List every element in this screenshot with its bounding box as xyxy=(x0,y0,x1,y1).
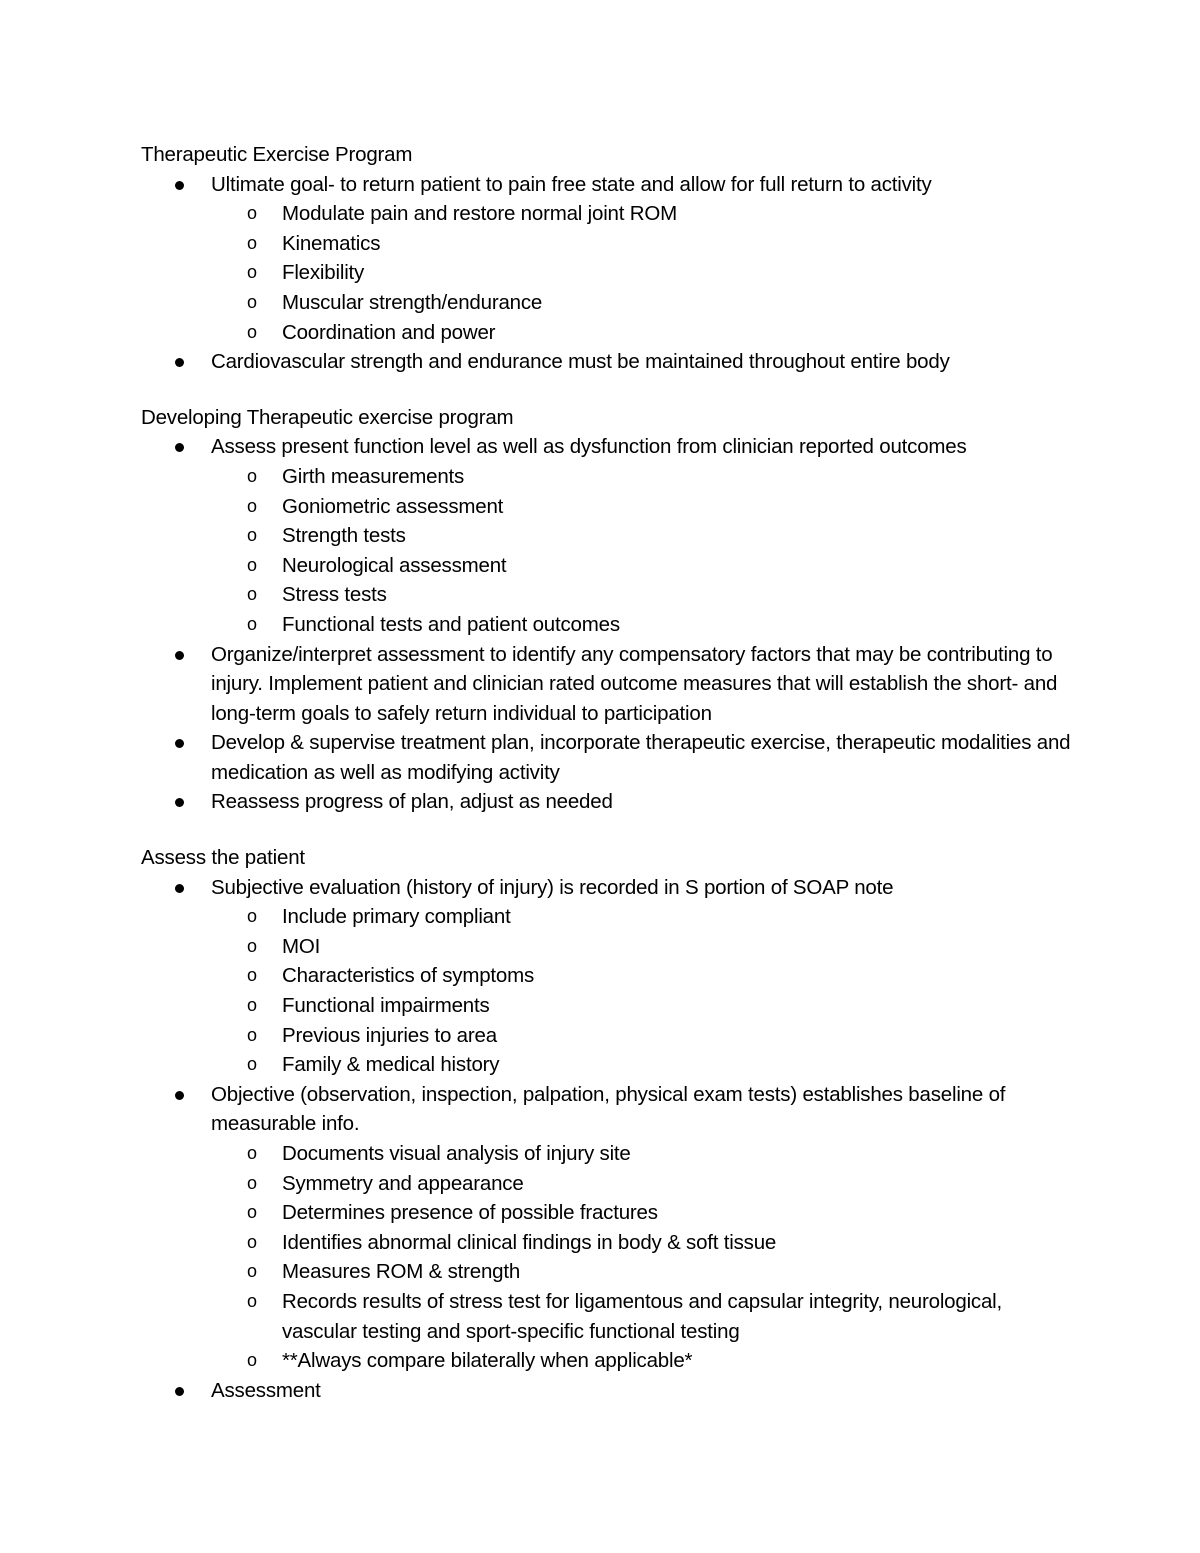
list-item-text: Reassess progress of plan, adjust as needed xyxy=(211,790,613,814)
sub-list-item xyxy=(141,1198,1071,1228)
sub-list-item-text: Records results of stress test for ligamentous and capsular integrity, neurological, vascular testing and sport-specific functional testing xyxy=(282,1289,1003,1343)
circle-bullet-icon: o xyxy=(247,584,257,605)
list-item xyxy=(141,787,1071,817)
circle-bullet-icon: o xyxy=(247,495,257,516)
sub-list-item xyxy=(141,1139,1071,1169)
sub-list-item xyxy=(141,492,1071,522)
circle-bullet-icon: o xyxy=(247,1290,257,1311)
bullet-icon xyxy=(175,884,184,893)
sub-list-item-text: Previous injuries to area xyxy=(282,1023,497,1047)
list-item xyxy=(141,432,1071,639)
circle-bullet-icon: o xyxy=(247,1054,257,1075)
circle-bullet-icon: o xyxy=(247,1172,257,1193)
sub-list xyxy=(141,462,1071,640)
list-item xyxy=(141,640,1071,729)
sub-list-item-text: MOI xyxy=(282,934,321,958)
list-item xyxy=(141,728,1071,787)
section-developing-program xyxy=(141,403,1071,817)
circle-bullet-icon: o xyxy=(247,1024,257,1045)
list-item-text: Assessment xyxy=(211,1378,321,1402)
sub-list-item xyxy=(141,551,1071,581)
circle-bullet-icon: o xyxy=(247,465,257,486)
section-heading: Developing Therapeutic exercise program xyxy=(141,405,514,429)
sub-list-item-text: Symmetry and appearance xyxy=(282,1171,524,1195)
sub-list-item-text: Family & medical history xyxy=(282,1053,500,1077)
bullet-icon xyxy=(175,798,184,807)
sub-list-item xyxy=(141,288,1071,318)
sub-list-item-text: Flexibility xyxy=(282,261,365,285)
sub-list-item xyxy=(141,1346,1071,1376)
sub-list xyxy=(141,199,1071,347)
bullet-icon xyxy=(175,1091,184,1100)
bullet-icon xyxy=(175,1387,184,1396)
sub-list-item-text: Documents visual analysis of injury site xyxy=(282,1142,631,1165)
sub-list-item xyxy=(141,258,1071,288)
document-page xyxy=(141,140,1071,1405)
bullet-list xyxy=(141,432,1071,817)
circle-bullet-icon: o xyxy=(247,1202,257,1223)
sub-list-item xyxy=(141,318,1071,348)
circle-bullet-icon: o xyxy=(247,291,257,312)
circle-bullet-icon: o xyxy=(247,995,257,1016)
sub-list-item-text: Include primary compliant xyxy=(282,905,511,929)
sub-list-item-text: Identifies abnormal clinical findings in body & soft tissue xyxy=(282,1230,777,1254)
sub-list-item-text: Neurological assessment xyxy=(282,553,507,577)
circle-bullet-icon: o xyxy=(247,935,257,956)
list-item-text: Develop & supervise treatment plan, incorporate therapeutic exercise, therapeutic modalities and medication as well as modifying activity xyxy=(211,731,1071,784)
sub-list-item-text: Functional tests and patient outcomes xyxy=(282,612,620,636)
bullet-list xyxy=(141,170,1071,377)
list-item xyxy=(141,873,1071,1080)
section-assess-the-patient xyxy=(141,843,1071,1405)
sub-list-item xyxy=(141,610,1071,640)
circle-bullet-icon: o xyxy=(247,203,257,224)
sub-list xyxy=(141,1139,1071,1376)
sub-list xyxy=(141,902,1071,1080)
bullet-icon xyxy=(175,651,184,660)
sub-list-item xyxy=(141,521,1071,551)
sub-list-item-text: Stress tests xyxy=(282,583,387,607)
sub-list-item-text: Characteristics of symptoms xyxy=(282,964,535,988)
sub-list-item-text: Goniometric assessment xyxy=(282,494,504,518)
circle-bullet-icon: o xyxy=(247,321,257,342)
sub-list-item-text: Kinematics xyxy=(282,231,381,255)
circle-bullet-icon: o xyxy=(247,1231,257,1252)
circle-bullet-icon: o xyxy=(247,1143,257,1163)
sub-list-item xyxy=(141,462,1071,492)
circle-bullet-icon: o xyxy=(247,965,257,986)
list-item xyxy=(141,1080,1071,1376)
sub-list-item-text: Functional impairments xyxy=(282,994,490,1018)
sub-list-item-text: Strength tests xyxy=(282,524,406,548)
sub-list-item-text: **Always compare bilaterally when applicable* xyxy=(282,1349,693,1373)
sub-list-item xyxy=(141,902,1071,932)
sub-list-item xyxy=(141,991,1071,1021)
circle-bullet-icon: o xyxy=(247,1261,257,1282)
list-item-text: Organize/interpret assessment to identify any compensatory factors that may be contributing to injury. Implement patient and clinician rated outcome measures that will establish the short- and long-term goals to safely return individual to participation xyxy=(211,642,1058,725)
sub-list-item-text: Determines presence of possible fractures xyxy=(282,1201,658,1225)
sub-list-item-text: Coordination and power xyxy=(282,320,496,344)
sub-list-item xyxy=(141,1021,1071,1051)
list-item-text: Objective (observation, inspection, palpation, physical exam tests) establishes baseline of measurable info. xyxy=(211,1082,1006,1136)
sub-list-item xyxy=(141,580,1071,610)
sub-list-item-text: Modulate pain and restore normal joint ROM xyxy=(282,202,677,226)
list-item xyxy=(141,1376,1071,1406)
circle-bullet-icon: o xyxy=(247,554,257,575)
sub-list-item xyxy=(141,961,1071,991)
sub-list-item xyxy=(141,1257,1071,1287)
sub-list-item xyxy=(141,1287,1071,1346)
sub-list-item xyxy=(141,1228,1071,1258)
sub-list-item-text: Muscular strength/endurance xyxy=(282,290,543,314)
sub-list-item xyxy=(141,932,1071,962)
circle-bullet-icon: o xyxy=(247,1350,257,1371)
sub-list-item xyxy=(141,199,1071,229)
list-item-text: Cardiovascular strength and endurance must be maintained throughout entire body xyxy=(211,350,950,374)
list-item xyxy=(141,347,1071,377)
bullet-icon xyxy=(175,443,184,452)
sub-list-item-text: Girth measurements xyxy=(282,464,465,488)
sub-list-item xyxy=(141,1169,1071,1199)
list-item-text: Ultimate goal- to return patient to pain free state and allow for full return to activity xyxy=(211,172,932,196)
list-item xyxy=(141,170,1071,348)
circle-bullet-icon: o xyxy=(247,613,257,634)
list-item-text: Subjective evaluation (history of injury) is recorded in S portion of SOAP note xyxy=(211,875,894,899)
bullet-icon xyxy=(175,358,184,367)
bullet-icon xyxy=(175,181,184,190)
circle-bullet-icon: o xyxy=(247,262,257,283)
circle-bullet-icon: o xyxy=(247,232,257,253)
section-therapeutic-exercise-program xyxy=(141,140,1071,377)
sub-list-item xyxy=(141,1050,1071,1080)
sub-list-item xyxy=(141,229,1071,259)
bullet-list xyxy=(141,873,1071,1406)
circle-bullet-icon: o xyxy=(247,525,257,546)
bullet-icon xyxy=(175,739,184,748)
section-heading: Assess the patient xyxy=(141,846,305,870)
circle-bullet-icon: o xyxy=(247,906,257,927)
list-item-text: Assess present function level as well as dysfunction from clinician reported outcomes xyxy=(211,435,967,459)
section-heading: Therapeutic Exercise Program xyxy=(141,143,413,166)
sub-list-item-text: Measures ROM & strength xyxy=(282,1260,521,1284)
